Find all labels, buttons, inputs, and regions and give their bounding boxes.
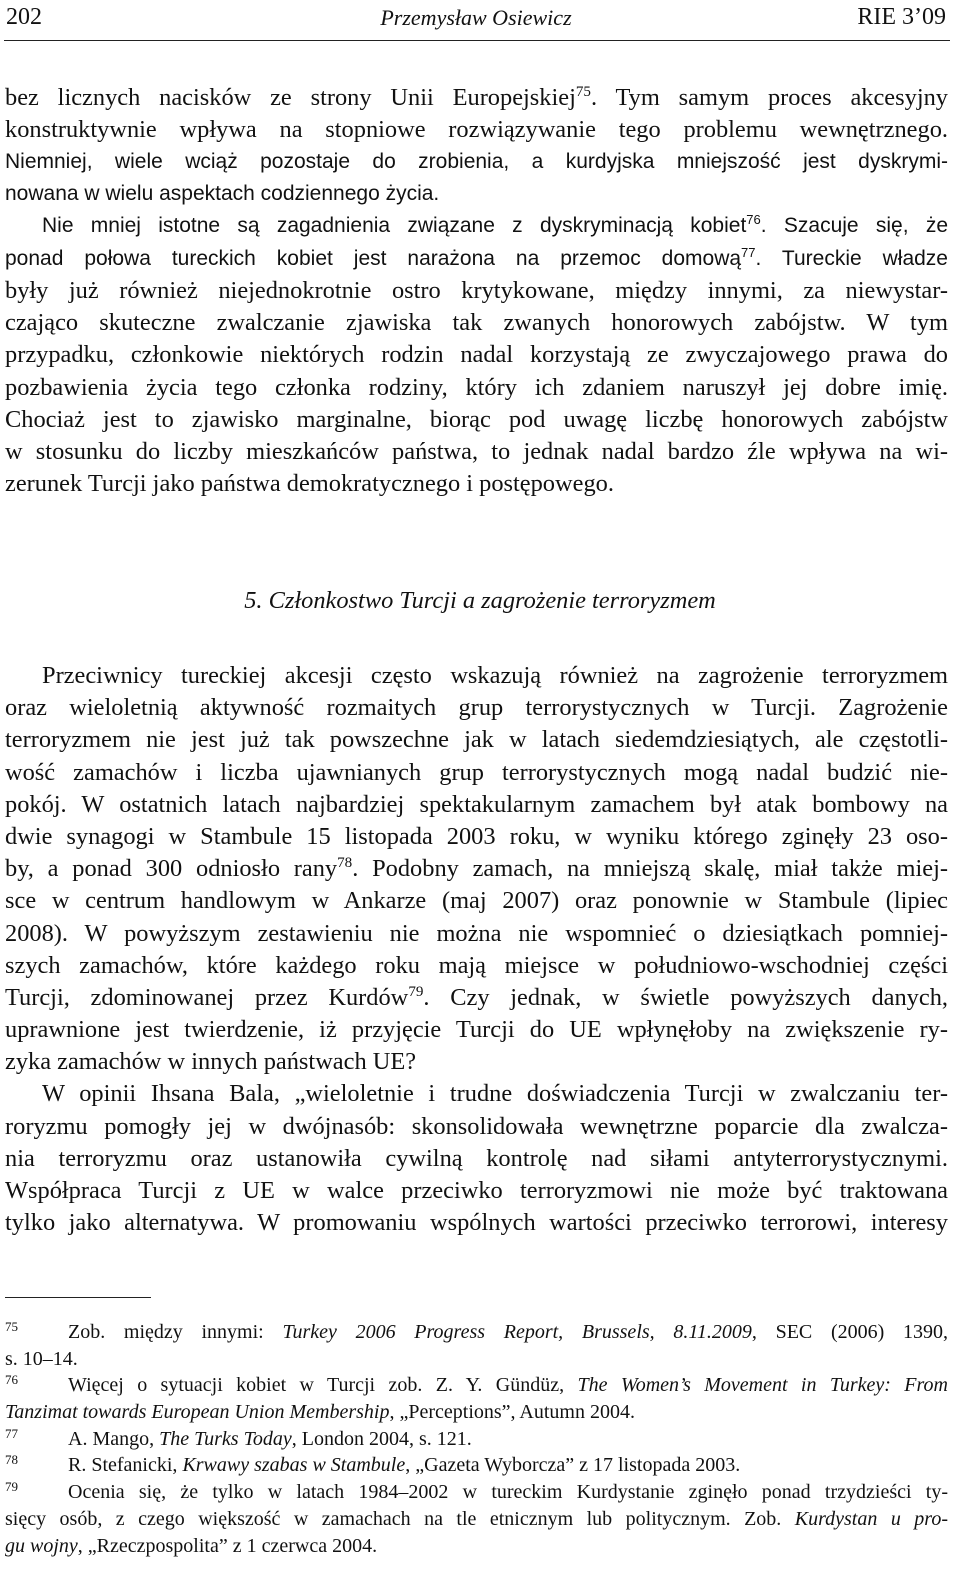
text-line: przypadku, członkowie niektórych rodzin nadal korzystają ze zwyczajowego prawa do xyxy=(5,341,948,369)
text-line: Niemniej, wiele wciąż pozostaje do zrobienia, a kurdyjska mniejszość jest dyskrymi- xyxy=(5,150,948,173)
text-line: były już również niejednokrotnie ostro krytykowane, między innymi, za niewystar- xyxy=(5,277,948,304)
text-line: Turcji, zdominowanej przez Kurdów$^{79}$. Czy jednak, w świetle powyższych danych, xyxy=(5,983,948,1011)
text-line: oraz wieloletnią aktywność rozmaitych grup terrorystycznych w Turcji. Zagrożenie xyxy=(5,694,948,722)
paragraph-2 xyxy=(5,275,948,500)
running-header xyxy=(6,4,946,34)
paragraph-1 xyxy=(5,82,948,146)
text-line: pokój. W ostatnich latach najbardziej spektakularnym zamachem był atak bombowy na xyxy=(5,790,948,818)
text-line: w stosunku do liczby mieszkańców państwa, to jednak nadal bardzo źle wpływa na wi- xyxy=(5,437,948,465)
footnote-ref-75[interactable]: 75 xyxy=(575,83,591,100)
footnote-79-cont: sięcy osób, z czego większość w zamachach na tle etnicznym lub politycznym. Zob. Kurdystan u pro- xyxy=(5,1507,948,1530)
text-line: bez licznych nacisków ze strony Unii Europejskiej$^{75}$. Tym samym proces akcesyjny xyxy=(5,83,948,111)
text-line: nowana w wielu aspektach codziennego życia. xyxy=(5,182,440,206)
text-line: tylko jako alternatywa. W promowaniu wspólnych wartości przeciwko terrorowi, interesy xyxy=(5,1209,948,1237)
header-author: Przemysław Osiewicz xyxy=(380,5,572,30)
text-line: zerunek Turcji jako państwa demokratycznego i postępowego. xyxy=(5,470,614,498)
text-line: dwie synagogi w Stambule 15 listopada 2003 roku, w wyniku którego zginęły 23 oso- xyxy=(5,822,948,850)
text-line: roryzmu pomogły jej w dwójnasób: skonsolidowała wewnętrzne poparcie dla zwalcza- xyxy=(5,1112,948,1140)
header-journal: RIE 3’09 xyxy=(857,4,946,30)
text-line: szych zamachów, które każdego roku mają miejsce w południowo-wschodniej części xyxy=(5,951,948,979)
text-line: W opinii Ihsana Bala, „wieloletnie i trudne doświadczenia Turcji w zwalczaniu ter- xyxy=(42,1080,948,1108)
page-number: 202 xyxy=(6,4,42,30)
footnote-76: 76 Więcej o sytuacji kobiet w Turcji zob. Z. Y. Gündüz, The Women’s Movement in Turkey: From xyxy=(5,1372,948,1397)
footnote-75: 75 Zob. między innymi: Turkey 2006 Progress Report, Brussels, 8.11.2009, SEC (2006) 1390, xyxy=(5,1319,949,1343)
text-line: konstruktywnie wpływa na stopniowe rozwiązywanie tego problemu wewnętrznego. xyxy=(5,116,948,144)
footnote-79: 79 Ocenia się, że tylko w latach 1984–2002 w tureckim Kurdystanie zginęło ponad trzydzieści ty- xyxy=(5,1479,948,1504)
footnote-separator xyxy=(5,1297,151,1298)
paragraph-1-cont xyxy=(5,146,948,275)
text-line: zyka zamachów w innych państwach UE? xyxy=(5,1048,417,1076)
text-line: nia terroryzmu oraz ustanowiła cywilną kontrolę nad siłami antyterrorystycznymi. xyxy=(5,1144,948,1172)
paragraph-3 xyxy=(5,660,948,1239)
text-line: ponad połowa tureckich kobiet jest narażona na przemoc domową$^{77}$. Tureckie władze xyxy=(5,244,948,270)
footnotes xyxy=(5,1319,948,1559)
footnote-79-end: gu wojny, „Rzeczpospolita” z 1 czerwca 2004. xyxy=(5,1534,378,1557)
section-heading: 5. Członkostwo Turcji a zagrożenie terroryzmem xyxy=(244,587,716,614)
text-line: 2008). W powyższym zestawieniu nie można nie wspomnieć o dziesiątkach pomniej- xyxy=(5,919,948,947)
text-line: Nie mniej istotne są zagadnienia związane z dyskryminacją kobiet$^{76}$. Szacuje się, że xyxy=(42,212,948,238)
text-line: Chociaż jest to zjawisko marginalne, biorąc pod uwagę liczbę honorowych zabójstw xyxy=(5,405,948,433)
footnote-ref-79[interactable]: 79 xyxy=(408,983,424,1000)
footnote-ref-78[interactable]: 78 xyxy=(337,854,353,871)
text-line: wość zamachów i liczba ujawnianych grup terrorystycznych mogą nadal budzić nie- xyxy=(5,758,948,786)
footnote-77: 77 A. Mango, The Turks Today, London 2004, s. 121. xyxy=(5,1425,472,1450)
text-line: Przeciwnicy tureckiej akcesji często wskazują również na zagrożenie terroryzmem xyxy=(42,662,948,689)
text-line: uprawnione jest twierdzenie, iż przyjęcie Turcji do UE wpłynęłoby na zwiększenie ry- xyxy=(5,1016,948,1044)
text-line: by, a ponad 300 odniosło rany$^{78}$. Podobny zamach, na mniejszą skalę, miał także miej- xyxy=(5,854,948,883)
text-line: czająco skuteczne zwalczanie zjawiska tak zwanych honorowych zabójstw. W tym xyxy=(5,309,948,337)
footnote-ref-76[interactable]: 76 xyxy=(746,212,761,228)
text-line: sce w centrum handlowym w Ankarze (maj 2007) oraz ponownie w Stambule (lipiec xyxy=(5,887,948,915)
text-line: terroryzmem nie jest już tak powszechne jak w latach siedemdziesiątych, ale częstotli- xyxy=(5,726,948,754)
footnote-75-cont: s. 10–14. xyxy=(5,1347,78,1370)
footnote-78: 78 R. Stefanicki, Krwawy szabas w Stambule, „Gazeta Wyborcza” z 17 listopada 2003. xyxy=(5,1452,741,1477)
text-line: pozbawienia życia tego członka rodziny, który ich zdaniem naruszył jej dobre imię. xyxy=(5,373,948,401)
text-line: Współpraca Turcji z UE w walce przeciwko terroryzmowi nie może być traktowana xyxy=(5,1177,948,1204)
header-rule xyxy=(4,40,950,41)
footnote-ref-77[interactable]: 77 xyxy=(741,244,756,260)
footnote-76-cont: Tanzimat towards European Union Membership, „Perceptions”, Autumn 2004. xyxy=(5,1401,635,1424)
